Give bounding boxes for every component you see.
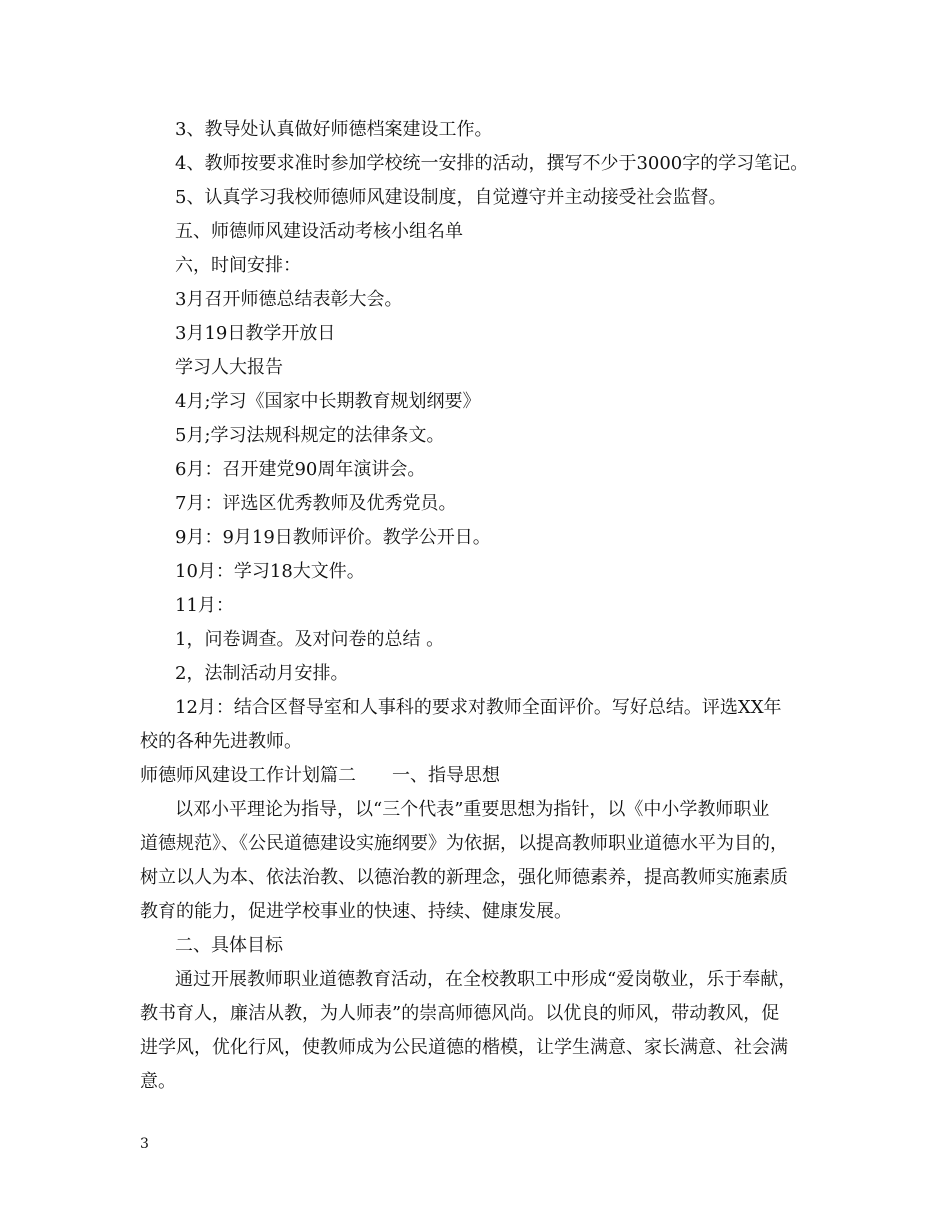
text-line: 6月：召开建党90周年演讲会。 [175,459,426,480]
text-line: 2，法制活动月安排。 [175,663,349,684]
text-line: 7月：评选区优秀教师及优秀党员。 [175,493,457,514]
text-line: 9月：9月19日教师评价。教学公开日。 [175,527,491,548]
paragraph-line: 教育的能力，促进学校事业的快速、持续、健康发展。 [140,901,572,922]
text-line: 11月： [175,595,234,616]
text-line: 5、认真学习我校师德师风建设制度，自觉遵守并主动接受社会监督。 [175,187,727,208]
paragraph-line: 树立以人为本、依法治教、以德治教的新理念，强化师德素养，提高教师实施素质 [140,867,788,888]
text-line: 校的各种先进教师。 [140,731,302,752]
text-line: 4、教师按要求准时参加学校统一安排的活动，撰写不少于3000字的学习笔记。 [175,153,809,174]
text-line: 3、教导处认真做好师德档案建设工作。 [175,119,493,140]
section-heading: 六，时间安排： [175,255,301,276]
text-line: 3月召开师德总结表彰大会。 [175,289,403,310]
paragraph-line: 道德规范》、《公民道德建设实施纲要》为依据，以提高教师职业道德水平为目的， [140,833,788,854]
text-line: 1，问卷调查。及对问卷的总结 。 [175,629,445,650]
article-title: 师德师风建设工作计划篇二 一、指导思想 [140,765,500,786]
paragraph-line: 意。 [140,1071,176,1092]
section-heading: 二、具体目标 [175,935,283,956]
page-number: 3 [140,1136,149,1152]
paragraph-line: 进学风，优化行风，使教师成为公民道德的楷模，让学生满意、家长满意、社会满 [140,1037,788,1058]
text-line: 10月：学习18大文件。 [175,561,365,582]
text-line: 学习人大报告 [175,357,283,378]
text-line: 12月：结合区督导室和人事科的要求对教师全面评价。写好总结。评选XX年 [175,697,782,718]
section-heading: 五、师德师风建设活动考核小组名单 [175,221,463,242]
text-line: 3月19日教学开放日 [175,323,336,344]
paragraph-line: 教书育人，廉洁从教，为人师表”的崇高师德风尚。以优良的师风，带动教风，促 [140,1003,780,1024]
text-line: 4月;学习《国家中长期教育规划纲要》 [175,391,481,412]
paragraph-line: 以邓小平理论为指导，以“三个代表”重要思想为指针，以《中小学教师职业 [175,799,770,820]
text-line: 5月;学习法规科规定的法律条文。 [175,425,445,446]
paragraph-line: 通过开展教师职业道德教育活动，在全校教职工中形成“爱岗敬业，乐于奉献， [175,969,797,990]
